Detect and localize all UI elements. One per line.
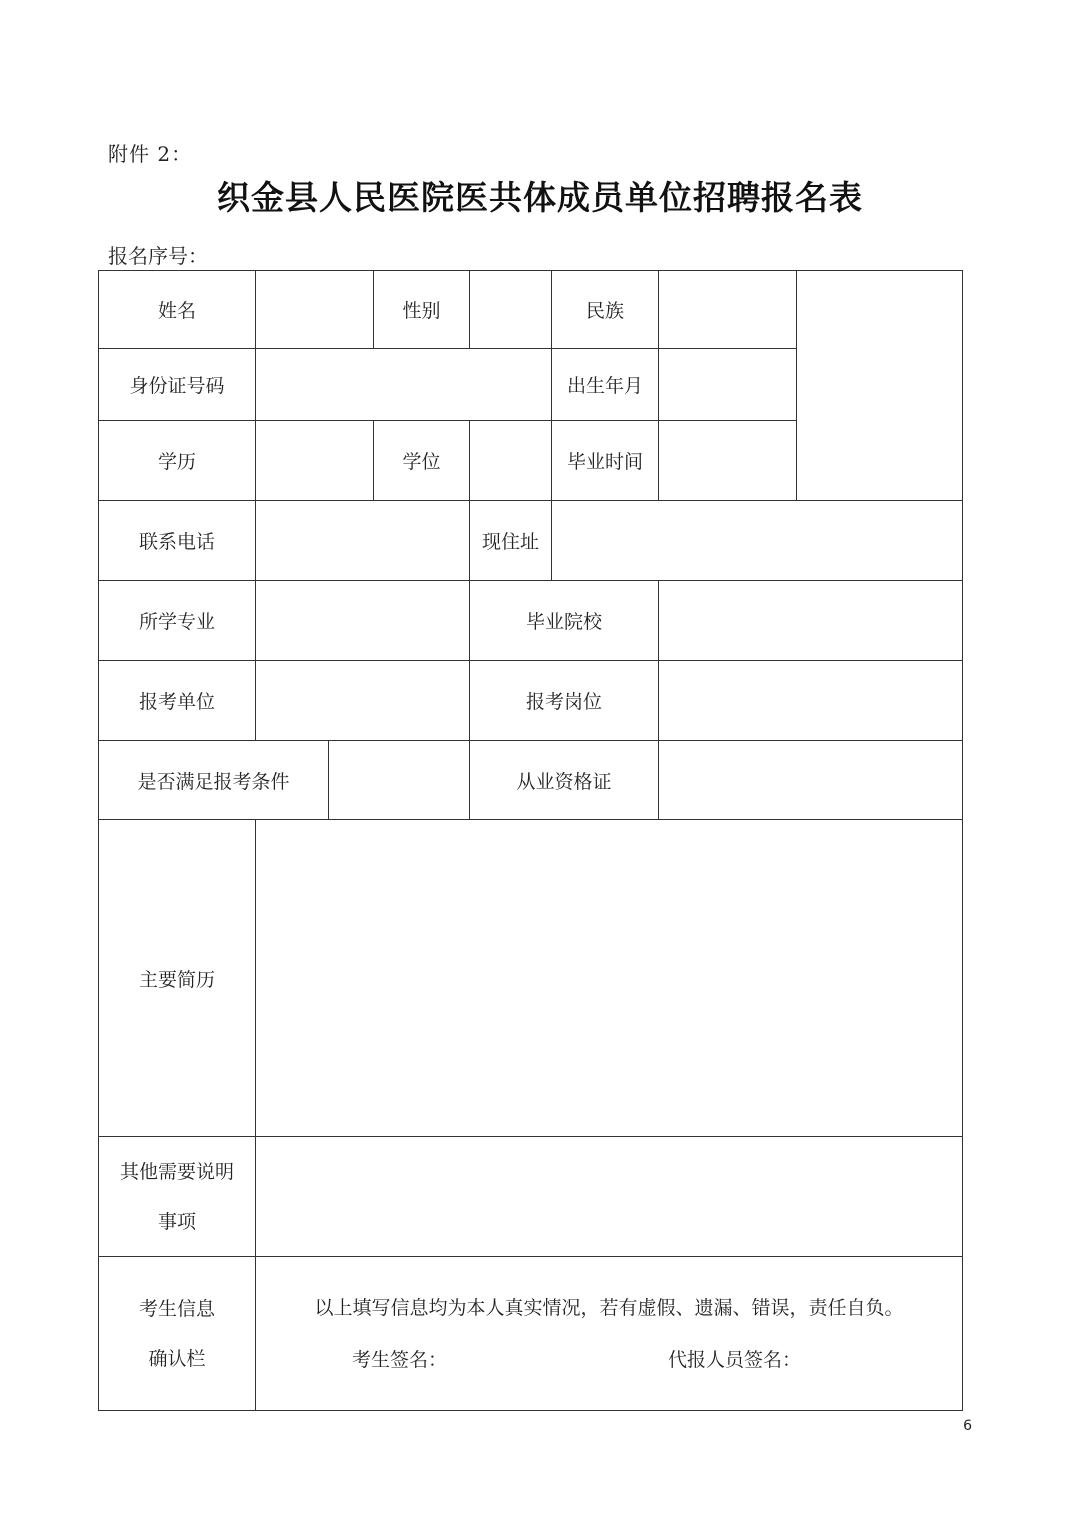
birth-field[interactable] <box>659 349 797 421</box>
education-label: 学历 <box>99 421 256 501</box>
position-label: 报考岗位 <box>470 661 659 741</box>
id-number-label: 身份证号码 <box>99 349 256 421</box>
school-label: 毕业院校 <box>470 581 659 661</box>
degree-label: 学位 <box>374 421 470 501</box>
ethnicity-field[interactable] <box>659 271 797 349</box>
unit-field[interactable] <box>256 661 470 741</box>
major-label: 所学专业 <box>99 581 256 661</box>
page-number: 6 <box>963 1418 972 1434</box>
major-field[interactable] <box>256 581 470 661</box>
gender-label: 性别 <box>374 271 470 349</box>
other-notes-label-line1: 其他需要说明 <box>119 1160 234 1183</box>
phone-field[interactable] <box>256 501 470 581</box>
education-field[interactable] <box>256 421 374 501</box>
page-title: 织金县人民医院医共体成员单位招聘报名表 <box>217 178 863 217</box>
confirm-content <box>256 1257 963 1411</box>
candidate-signature-label[interactable]: 考生签名： <box>352 1348 448 1371</box>
serial-number-label: 报名序号： <box>108 244 208 268</box>
confirm-label-line2: 确认栏 <box>148 1347 206 1370</box>
graduation-time-label: 毕业时间 <box>552 421 659 501</box>
photo-box[interactable] <box>797 271 963 501</box>
conditions-field[interactable] <box>329 741 470 820</box>
other-notes-label <box>99 1137 256 1257</box>
other-notes-label-line2: 事项 <box>157 1210 196 1233</box>
degree-field[interactable] <box>470 421 552 501</box>
address-field[interactable] <box>552 501 963 581</box>
position-field[interactable] <box>659 661 963 741</box>
name-field[interactable] <box>256 271 374 349</box>
birth-label: 出生年月 <box>552 349 659 421</box>
confirm-label <box>99 1257 256 1411</box>
unit-label: 报考单位 <box>99 661 256 741</box>
attachment-label: 附件 2： <box>108 142 193 166</box>
phone-label: 联系电话 <box>99 501 256 581</box>
resume-label: 主要简历 <box>99 820 256 1137</box>
certificate-label: 从业资格证 <box>470 741 659 820</box>
registration-form <box>98 270 963 1411</box>
proxy-signature-label[interactable]: 代报人员签名： <box>668 1348 802 1371</box>
declaration-text: 以上填写信息均为本人真实情况，若有虚假、遗漏、错误，责任自负。 <box>314 1296 904 1319</box>
resume-field[interactable] <box>256 820 963 1137</box>
confirm-label-line1: 考生信息 <box>138 1297 215 1320</box>
graduation-time-field[interactable] <box>659 421 797 501</box>
id-number-field[interactable] <box>256 349 552 421</box>
address-label: 现住址 <box>470 501 552 581</box>
other-notes-field[interactable] <box>256 1137 963 1257</box>
ethnicity-label: 民族 <box>552 271 659 349</box>
conditions-label: 是否满足报考条件 <box>99 741 329 820</box>
name-label: 姓名 <box>99 271 256 349</box>
certificate-field[interactable] <box>659 741 963 820</box>
gender-field[interactable] <box>470 271 552 349</box>
signature-row <box>256 1334 962 1386</box>
school-field[interactable] <box>659 581 963 661</box>
